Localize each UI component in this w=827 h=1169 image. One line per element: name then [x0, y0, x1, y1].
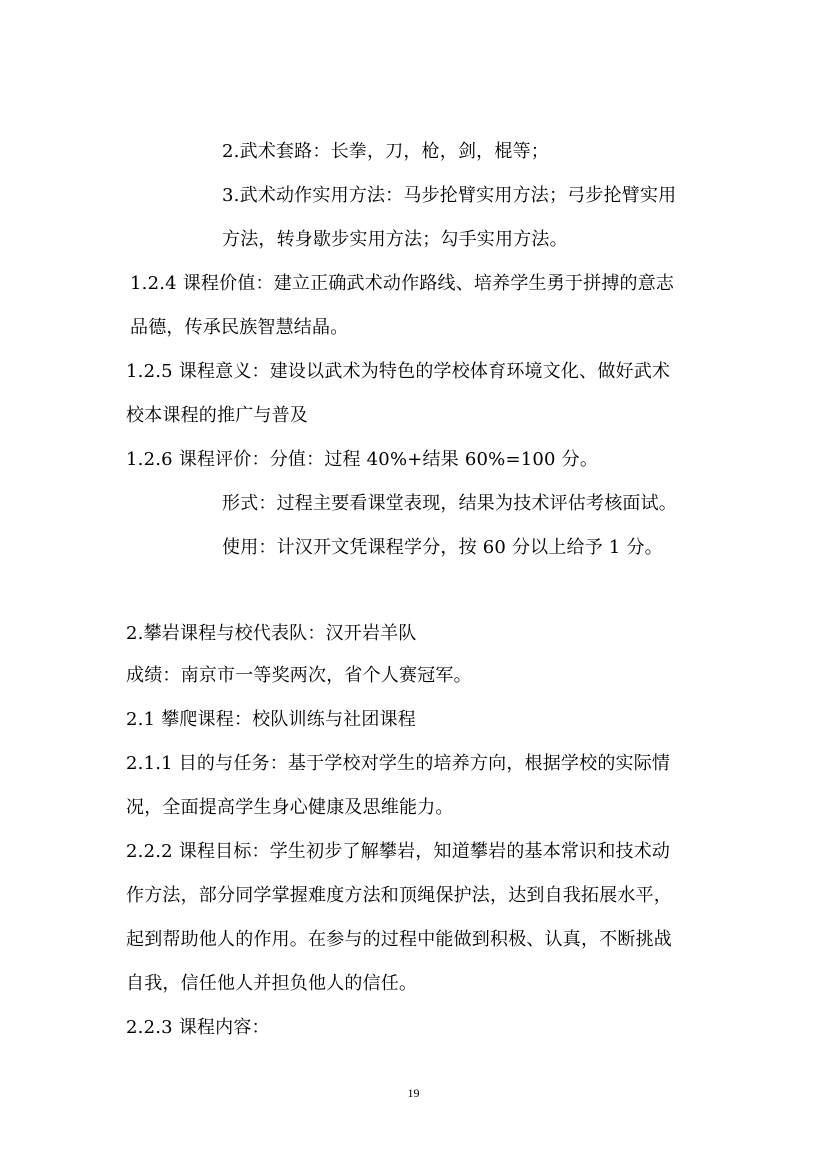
text-line-wushu-taolu: 2.武术套路：长拳，刀，枪，剑，棍等； [222, 141, 549, 162]
text-line-course-meaning-cont: 校本课程的推广与普及 [126, 405, 308, 426]
text-line-course-content: 2.2.3 课程内容： [126, 1017, 270, 1038]
text-line-course-value: 1.2.4 课程价值：建立正确武术动作路线、培养学生勇于拼搏的意志 [130, 273, 675, 294]
text-line-course-goal: 2.2.2 课程目标：学生初步了解攀岩，知道攀岩的基本常识和技术动 [126, 841, 671, 862]
text-line-course-value-cont: 品德，传承民族智慧结晶。 [130, 317, 349, 338]
text-line-shiyong-fangfa-cont: 方法，转身歇步实用方法；勾手实用方法。 [222, 229, 568, 250]
text-line-course-goal-cont-1: 作方法，部分同学掌握难度方法和顶绳保护法，达到自我拓展水平， [126, 885, 672, 906]
text-line-course-evaluation: 1.2.6 课程评价：分值：过程 40%+结果 60%=100 分。 [126, 449, 599, 470]
text-line-course-goal-cont-2: 起到帮助他人的作用。在参与的过程中能做到积极、认真，不断挑战 [126, 929, 672, 950]
text-line-evaluation-use: 使用：计汉开文凭课程学分，按 60 分以上给予 1 分。 [222, 537, 663, 558]
text-line-achievements: 成绩：南京市一等奖两次，省个人赛冠军。 [126, 665, 472, 686]
text-line-shiyong-fangfa: 3.武术动作实用方法：马步抡臂实用方法；弓步抡臂实用 [222, 185, 677, 206]
page-number: 19 [407, 1086, 420, 1100]
section-heading-climbing: 2.攀岩课程与校代表队：汉开岩羊队 [126, 623, 417, 644]
text-line-purpose: 2.1.1 目的与任务：基于学校对学生的培养方向，根据学校的实际情 [126, 753, 671, 774]
text-line-evaluation-form: 形式：过程主要看课堂表现，结果为技术评估考核面试。 [222, 493, 677, 514]
text-line-course-meaning: 1.2.5 课程意义：建设以武术为特色的学校体育环境文化、做好武术 [126, 361, 671, 382]
text-line-purpose-cont: 况，全面提高学生身心健康及思维能力。 [126, 797, 454, 818]
text-line-course-goal-cont-3: 自我，信任他人并担负他人的信任。 [126, 973, 418, 994]
text-line-climbing-course: 2.1 攀爬课程：校队训练与社团课程 [126, 709, 416, 730]
